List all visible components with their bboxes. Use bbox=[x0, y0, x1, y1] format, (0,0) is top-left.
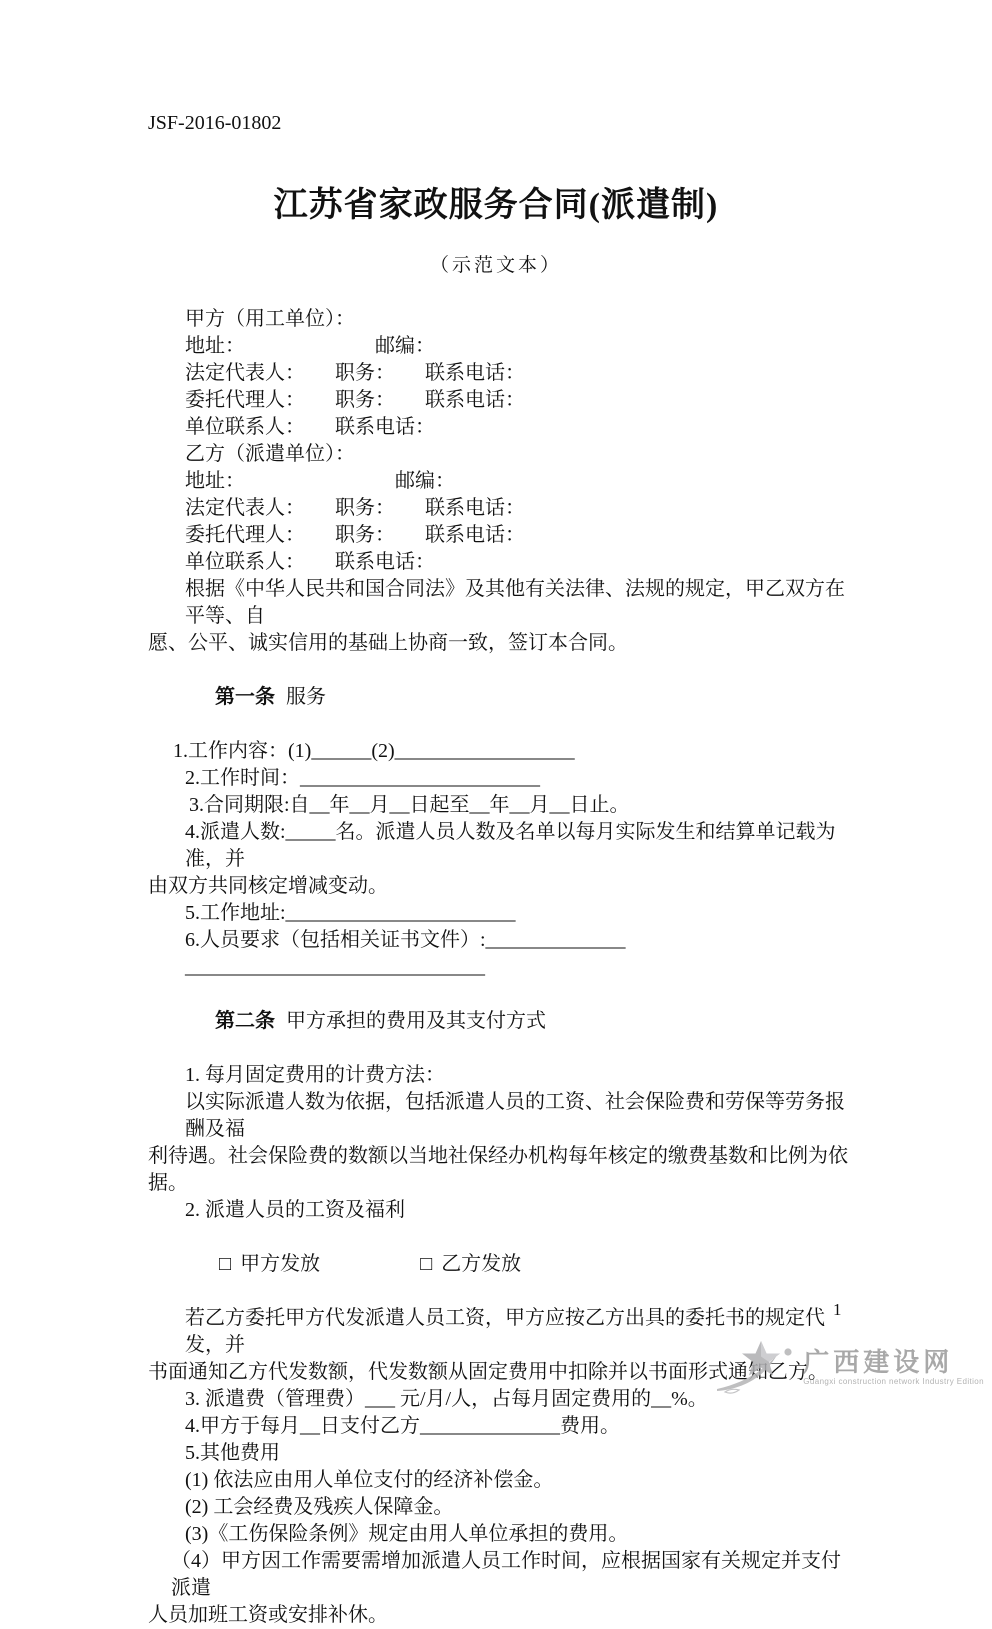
checkbox-party-a-icon: □ bbox=[219, 1253, 232, 1275]
clause-entrusted-payout-line-1: 若乙方委托甲方代发派遣人员工资，甲方应按乙方出具的委托书的规定代发，并 bbox=[185, 1307, 825, 1356]
party-a-agent-line: 委托代理人： 职务： 联系电话： bbox=[185, 389, 525, 411]
clause-monthly-fee-method: 1. 每月固定费用的计费方法： bbox=[185, 1064, 445, 1086]
page-number: 1 bbox=[833, 1300, 842, 1319]
page-subtitle: （示范文本） bbox=[429, 255, 562, 276]
clause-fee-basis-line-1: 以实际派遣人数为依据，包括派遣人员的工资、社会保险费和劳保等劳务报酬及福 bbox=[185, 1091, 845, 1140]
party-b-title-line: 乙方（派遣单位）： bbox=[185, 443, 355, 465]
star-swoosh-icon bbox=[711, 1339, 799, 1397]
party-b-address-line: 地址： 邮编： bbox=[185, 470, 455, 492]
clause-contract-term: 3.合同期限:自__年__月__日起至__年__月__日止。 bbox=[189, 794, 630, 816]
section-2-number: 第二条 bbox=[215, 1010, 275, 1032]
party-b-legal-rep-line: 法定代表人： 职务： 联系电话： bbox=[185, 497, 525, 519]
clause-work-content: 1.工作内容：(1)______(2)__________________ bbox=[173, 740, 575, 762]
party-a-title-line: 甲方（用工单位）： bbox=[185, 308, 355, 330]
preamble-line-1: 根据《中华人民共和国合同法》及其他有关法律、法规的规定，甲乙双方在平等、自 bbox=[185, 578, 845, 627]
clause-other-fees-item-3: (3)《工伤保险条例》规定由用人单位承担的费用。 bbox=[185, 1523, 629, 1545]
checkbox-party-b-icon: □ bbox=[420, 1253, 433, 1275]
contract-body bbox=[0, 306, 992, 1629]
party-a-legal-rep-line: 法定代表人： 职务： 联系电话： bbox=[185, 362, 525, 384]
watermark-cn-text: 广西建设网 bbox=[803, 1348, 954, 1377]
clause-personnel-requirements: 6.人员要求（包括相关证书文件）:______________ bbox=[185, 929, 626, 951]
clause-entrusted-payout-line-2: 书面通知乙方代发数额，代发数额从固定费用中扣除并以书面形式通知乙方。 bbox=[148, 1361, 828, 1383]
clause-other-fees-item-1: (1) 依法应由用人单位支付的经济补偿金。 bbox=[185, 1469, 554, 1491]
clause-other-fees-item-4-line-2: 人员加班工资或安排补休。 bbox=[148, 1604, 388, 1626]
clause-other-fees-item-2: (2) 工会经费及残疾人保障金。 bbox=[185, 1496, 454, 1518]
payout-option-party-a-label: 甲方发放 bbox=[240, 1253, 321, 1275]
payout-options-row bbox=[148, 1224, 854, 1305]
party-b-contact-line: 单位联系人： 联系电话： bbox=[185, 551, 435, 573]
watermark-logo bbox=[711, 1339, 984, 1397]
watermark-text-block bbox=[803, 1349, 984, 1387]
party-b-agent-line: 委托代理人： 职务： 联系电话： bbox=[185, 524, 525, 546]
section-2-heading bbox=[148, 981, 854, 1062]
clause-dispatch-count-line-2: 由双方共同核定增减变动。 bbox=[148, 875, 388, 897]
preamble-line-2: 愿、公平、诚实信用的基础上协商一致，签订本合同。 bbox=[148, 632, 628, 654]
clause-personnel-requirements-blank-line: ______________________________ bbox=[185, 956, 485, 978]
party-a-contact-line: 单位联系人： 联系电话： bbox=[185, 416, 435, 438]
party-a-address-line: 地址： 邮编： bbox=[185, 335, 435, 357]
clause-wages-welfare: 2. 派遣人员的工资及福利 bbox=[185, 1199, 405, 1221]
clause-fee-basis-line-2: 利待遇。社会保险费的数额以当地社保经办机构每年核定的缴费基数和比例为依据。 bbox=[148, 1145, 848, 1194]
page-title: 江苏省家政服务合同(派遣制) bbox=[273, 187, 719, 224]
clause-work-address: 5.工作地址:_______________________ bbox=[185, 902, 516, 924]
section-2-title: 甲方承担的费用及其支付方式 bbox=[286, 1010, 546, 1032]
clause-other-fees: 5.其他费用 bbox=[185, 1442, 280, 1464]
clause-dispatch-count-line-1: 4.派遣人数:_____名。派遣人员人数及名单以每月实际发生和结算单记载为准，并 bbox=[185, 821, 836, 870]
clause-work-time: 2.工作时间：________________________ bbox=[185, 767, 540, 789]
clause-other-fees-item-4-line-1: （4）甲方因工作需要需增加派遣人员工作时间，应根据国家有关规定并支付派遣 bbox=[171, 1550, 841, 1599]
document-code: JSF-2016-01802 bbox=[148, 112, 282, 134]
section-1-title: 服务 bbox=[286, 686, 326, 708]
payout-option-party-b-label: 乙方发放 bbox=[441, 1253, 522, 1275]
section-1-number: 第一条 bbox=[215, 686, 275, 708]
clause-monthly-payment: 4.甲方于每月__日支付乙方______________费用。 bbox=[185, 1415, 620, 1437]
section-1-heading bbox=[148, 657, 854, 738]
clause-dispatch-fee: 3. 派遣费（管理费）___ 元/月/人，占每月固定费用的__%。 bbox=[185, 1388, 708, 1410]
watermark-en-text: Guangxi construction network Industry Edition bbox=[803, 1377, 984, 1386]
